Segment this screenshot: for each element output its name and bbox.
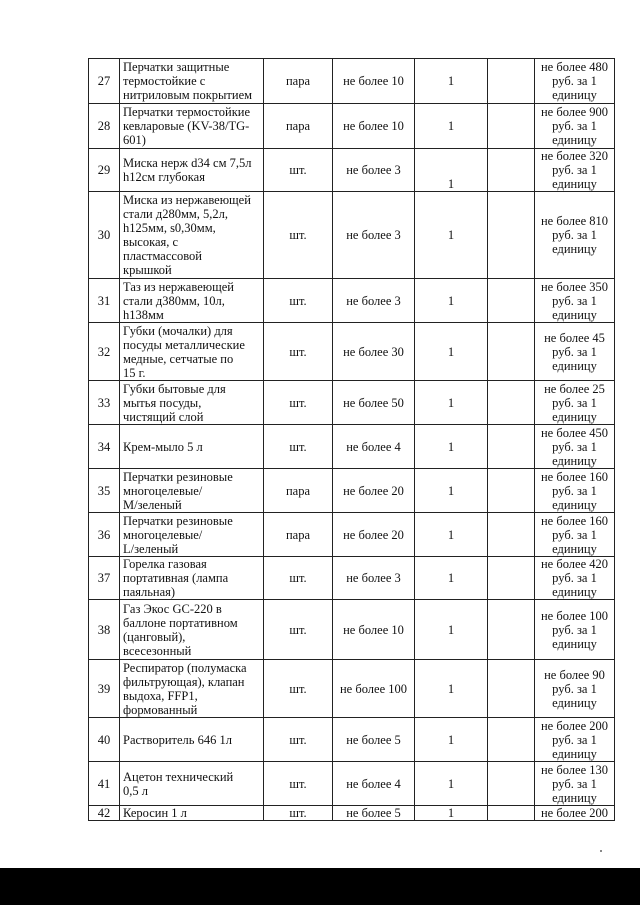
row-number: 32: [89, 323, 120, 381]
price-cell-line: единицу: [552, 497, 597, 512]
count-cell: 1: [415, 381, 488, 425]
empty-cell: [488, 192, 535, 279]
price-cell-line: руб. за 1: [552, 395, 597, 410]
quantity-cell: не более 5: [333, 718, 415, 762]
unit-cell: шт.: [264, 149, 333, 192]
unit-cell: шт.: [264, 323, 333, 381]
price-cell-line: руб. за 1: [552, 163, 597, 177]
empty-cell: [488, 323, 535, 381]
unit-cell: шт.: [264, 762, 333, 806]
price-cell-line: руб. за 1: [552, 344, 597, 359]
empty-cell: [488, 513, 535, 557]
item-name: [120, 557, 264, 600]
table-row: [89, 513, 615, 557]
unit-cell: шт.: [264, 425, 333, 469]
item-name: [120, 323, 264, 381]
item-name-line: стали д380мм, 10л,: [123, 293, 225, 308]
unit-cell: шт.: [264, 718, 333, 762]
item-name-line: формованный: [123, 702, 198, 717]
price-cell-line: руб. за 1: [552, 483, 597, 498]
item-name-line: (цанговый),: [123, 629, 186, 644]
price-cell-line: единицу: [552, 358, 597, 373]
unit-cell: шт.: [264, 660, 333, 718]
price-cell-line: единицу: [552, 409, 597, 424]
count-cell: 1: [415, 513, 488, 557]
row-number: 28: [89, 104, 120, 149]
price-cell-line: руб. за 1: [552, 74, 597, 88]
item-name-line: Перчатки резиновые: [123, 513, 233, 528]
item-name-line: М/зеленый: [123, 497, 182, 512]
item-name-line: пластмассовой: [123, 249, 202, 263]
table-row: [89, 149, 615, 192]
table-row: [89, 381, 615, 425]
price-cell: [535, 806, 615, 821]
empty-cell: [488, 762, 535, 806]
row-number: 34: [89, 425, 120, 469]
count-cell: 1: [415, 806, 488, 821]
empty-cell: [488, 557, 535, 600]
row-number: 36: [89, 513, 120, 557]
item-name-line: Губки (мочалки) для: [123, 323, 233, 338]
price-cell: [535, 660, 615, 718]
price-cell: [535, 59, 615, 104]
item-name-line: L/зеленый: [123, 541, 179, 556]
price-cell-line: единицу: [552, 177, 597, 191]
price-cell: [535, 513, 615, 557]
price-cell-line: не более 130: [540, 762, 609, 777]
unit-cell: шт.: [264, 381, 333, 425]
price-cell-line: единицу: [552, 242, 597, 256]
row-number: 29: [89, 149, 120, 192]
item-name-line: всесезонный: [123, 643, 192, 658]
item-name-line: многоцелевые/: [123, 483, 203, 498]
price-cell-line: не более 450: [540, 425, 609, 440]
price-cell-line: не более 100: [540, 608, 609, 623]
count-cell: 1: [415, 469, 488, 513]
item-name: [120, 660, 264, 718]
item-name-line: Ацетон технический: [123, 769, 234, 784]
count-cell: 1: [415, 425, 488, 469]
item-name: [120, 425, 264, 469]
price-cell-line: единицу: [552, 541, 597, 556]
quantity-cell: не более 4: [333, 762, 415, 806]
item-name-line: Растворитель 646 1л: [123, 732, 232, 747]
price-cell-line: единицу: [552, 307, 597, 322]
price-cell: [535, 192, 615, 279]
table-row: [89, 59, 615, 104]
price-cell-line: единицу: [552, 695, 597, 710]
quantity-cell: не более 3: [333, 557, 415, 600]
table-row: [89, 279, 615, 323]
unit-cell: пара: [264, 59, 333, 104]
table-row: [89, 323, 615, 381]
price-cell-line: не более 480: [540, 60, 609, 74]
item-name-line: Миска нерж d34 см 7,5л: [123, 156, 252, 170]
item-name-line: Крем-мыло 5 л: [123, 439, 203, 454]
item-name: [120, 762, 264, 806]
unit-cell: пара: [264, 513, 333, 557]
price-cell: [535, 323, 615, 381]
row-number: 39: [89, 660, 120, 718]
count-cell: 1: [415, 192, 488, 279]
item-name-line: мытья посуды,: [123, 395, 202, 410]
specification-table: [88, 58, 615, 821]
price-cell: [535, 279, 615, 323]
empty-cell: [488, 381, 535, 425]
price-cell: [535, 381, 615, 425]
table-row: [89, 762, 615, 806]
price-cell-line: не более 810: [540, 214, 609, 228]
row-number: 41: [89, 762, 120, 806]
unit-cell: шт.: [264, 557, 333, 600]
price-cell: [535, 762, 615, 806]
item-name-line: выдоха, FFP1,: [123, 688, 198, 703]
item-name-line: баллоне портативном: [123, 615, 238, 630]
price-cell-line: не более 160: [540, 513, 609, 528]
item-name: [120, 718, 264, 762]
item-name-line: Респиратор (полумаска: [123, 660, 247, 675]
quantity-cell: не более 20: [333, 469, 415, 513]
item-name-line: h12см глубокая: [123, 170, 205, 184]
item-name-line: h125мм, s0,30мм,: [123, 221, 216, 235]
empty-cell: [488, 600, 535, 660]
quantity-cell: не более 10: [333, 104, 415, 149]
table-row: [89, 806, 615, 821]
price-cell: [535, 557, 615, 600]
item-name-line: Газ Экос GC-220 в: [123, 601, 222, 616]
count-cell: 1: [415, 660, 488, 718]
scan-speck: [600, 850, 602, 852]
item-name: [120, 600, 264, 660]
row-number: 27: [89, 59, 120, 104]
item-name-line: нитриловым покрытием: [123, 88, 253, 102]
item-name-line: Керосин 1 л: [123, 806, 187, 820]
row-number: 40: [89, 718, 120, 762]
table-row: [89, 425, 615, 469]
empty-cell: [488, 718, 535, 762]
count-cell: 1: [415, 718, 488, 762]
price-cell: [535, 104, 615, 149]
price-cell-line: не более 900: [540, 105, 609, 119]
count-cell: 1: [415, 762, 488, 806]
item-name-line: 15 г.: [123, 365, 146, 380]
scan-border: [0, 868, 640, 905]
unit-cell: пара: [264, 104, 333, 149]
item-name: [120, 59, 264, 104]
price-cell-line: руб. за 1: [552, 527, 597, 542]
quantity-cell: не более 50: [333, 381, 415, 425]
row-number: 42: [89, 806, 120, 821]
item-name-line: Перчатки термостойкие: [123, 105, 251, 119]
table-row: [89, 104, 615, 149]
count-cell: 1: [415, 279, 488, 323]
unit-cell: шт.: [264, 806, 333, 821]
count-cell: 1: [415, 59, 488, 104]
table-row: [89, 660, 615, 718]
quantity-cell: не более 3: [333, 149, 415, 192]
price-cell: [535, 469, 615, 513]
price-cell-line: единицу: [552, 453, 597, 468]
table-row: [89, 718, 615, 762]
price-cell-line: руб. за 1: [552, 293, 597, 308]
price-cell-line: не более 200: [540, 806, 609, 820]
count-cell: 1: [415, 600, 488, 660]
row-number: 33: [89, 381, 120, 425]
price-cell-line: руб. за 1: [552, 228, 597, 242]
item-name-line: посуды металлические: [123, 337, 245, 352]
item-name-line: h138мм: [123, 307, 164, 322]
quantity-cell: не более 30: [333, 323, 415, 381]
price-cell-line: руб. за 1: [552, 681, 597, 696]
table-row: [89, 600, 615, 660]
price-cell-line: не более 320: [540, 149, 609, 163]
empty-cell: [488, 660, 535, 718]
quantity-cell: не более 5: [333, 806, 415, 821]
table-row: [89, 192, 615, 279]
item-name: [120, 192, 264, 279]
empty-cell: [488, 149, 535, 192]
empty-cell: [488, 59, 535, 104]
item-name: [120, 104, 264, 149]
price-cell-line: не более 90: [544, 667, 605, 682]
empty-cell: [488, 425, 535, 469]
item-name-line: 601): [123, 133, 146, 147]
unit-cell: шт.: [264, 192, 333, 279]
table-body: [89, 59, 615, 821]
price-cell-line: единицу: [552, 746, 597, 761]
price-cell-line: руб. за 1: [552, 571, 597, 585]
item-name-line: кевларовые (KV-38/TG-: [123, 119, 250, 133]
unit-cell: пара: [264, 469, 333, 513]
price-cell-line: единицу: [552, 790, 597, 805]
price-cell-line: не более 420: [540, 557, 609, 571]
price-cell-line: не более 25: [544, 381, 605, 396]
quantity-cell: не более 3: [333, 192, 415, 279]
price-cell-line: руб. за 1: [552, 732, 597, 747]
price-cell-line: единицу: [552, 88, 597, 102]
table-row: [89, 557, 615, 600]
item-name: [120, 381, 264, 425]
item-name-line: паяльная): [123, 585, 176, 599]
item-name-line: стали д280мм, 5,2л,: [123, 207, 229, 221]
empty-cell: [488, 279, 535, 323]
empty-cell: [488, 104, 535, 149]
empty-cell: [488, 806, 535, 821]
price-cell-line: руб. за 1: [552, 119, 597, 133]
row-number: 35: [89, 469, 120, 513]
item-name-line: Таз из нержавеющей: [123, 279, 234, 294]
quantity-cell: не более 20: [333, 513, 415, 557]
row-number: 38: [89, 600, 120, 660]
price-cell-line: единицу: [552, 133, 597, 147]
unit-cell: шт.: [264, 600, 333, 660]
item-name: [120, 279, 264, 323]
item-name: [120, 513, 264, 557]
quantity-cell: не более 10: [333, 600, 415, 660]
item-name: [120, 149, 264, 192]
item-name-line: Горелка газовая: [123, 557, 207, 571]
count-cell: 1: [415, 104, 488, 149]
price-cell: [535, 149, 615, 192]
item-name-line: Перчатки резиновые: [123, 469, 233, 484]
price-cell-line: не более 160: [540, 469, 609, 484]
price-cell-line: единицу: [552, 636, 597, 651]
price-cell-line: не более 350: [540, 279, 609, 294]
count-cell: 1: [415, 323, 488, 381]
table-row: [89, 469, 615, 513]
quantity-cell: не более 4: [333, 425, 415, 469]
count-cell: 1: [415, 149, 488, 192]
item-name-line: Губки бытовые для: [123, 381, 226, 396]
price-cell-line: не более 200: [540, 718, 609, 733]
price-cell-line: не более 45: [544, 330, 605, 345]
item-name-line: медные, сетчатые по: [123, 351, 234, 366]
item-name: [120, 469, 264, 513]
count-cell: 1: [415, 557, 488, 600]
quantity-cell: не более 100: [333, 660, 415, 718]
item-name-line: высокая, с: [123, 235, 179, 249]
row-number: 31: [89, 279, 120, 323]
quantity-cell: не более 10: [333, 59, 415, 104]
item-name-line: многоцелевые/: [123, 527, 203, 542]
item-name-line: портативная (лампа: [123, 571, 229, 585]
empty-cell: [488, 469, 535, 513]
row-number: 37: [89, 557, 120, 600]
item-name-line: фильтрующая), клапан: [123, 674, 245, 689]
item-name-line: 0,5 л: [123, 783, 148, 798]
price-cell-line: руб. за 1: [552, 439, 597, 454]
item-name-line: Перчатки защитные: [123, 60, 230, 74]
item-name-line: крышкой: [123, 263, 172, 277]
item-name-line: чистящий слой: [123, 409, 204, 424]
price-cell: [535, 600, 615, 660]
quantity-cell: не более 3: [333, 279, 415, 323]
row-number: 30: [89, 192, 120, 279]
item-name-line: Миска из нержавеющей: [123, 193, 251, 207]
item-name-line: термостойкие с: [123, 74, 206, 88]
unit-cell: шт.: [264, 279, 333, 323]
price-cell: [535, 718, 615, 762]
price-cell-line: руб. за 1: [552, 776, 597, 791]
price-cell-line: руб. за 1: [552, 622, 597, 637]
item-name: [120, 806, 264, 821]
price-cell-line: единицу: [552, 585, 597, 599]
price-cell: [535, 425, 615, 469]
